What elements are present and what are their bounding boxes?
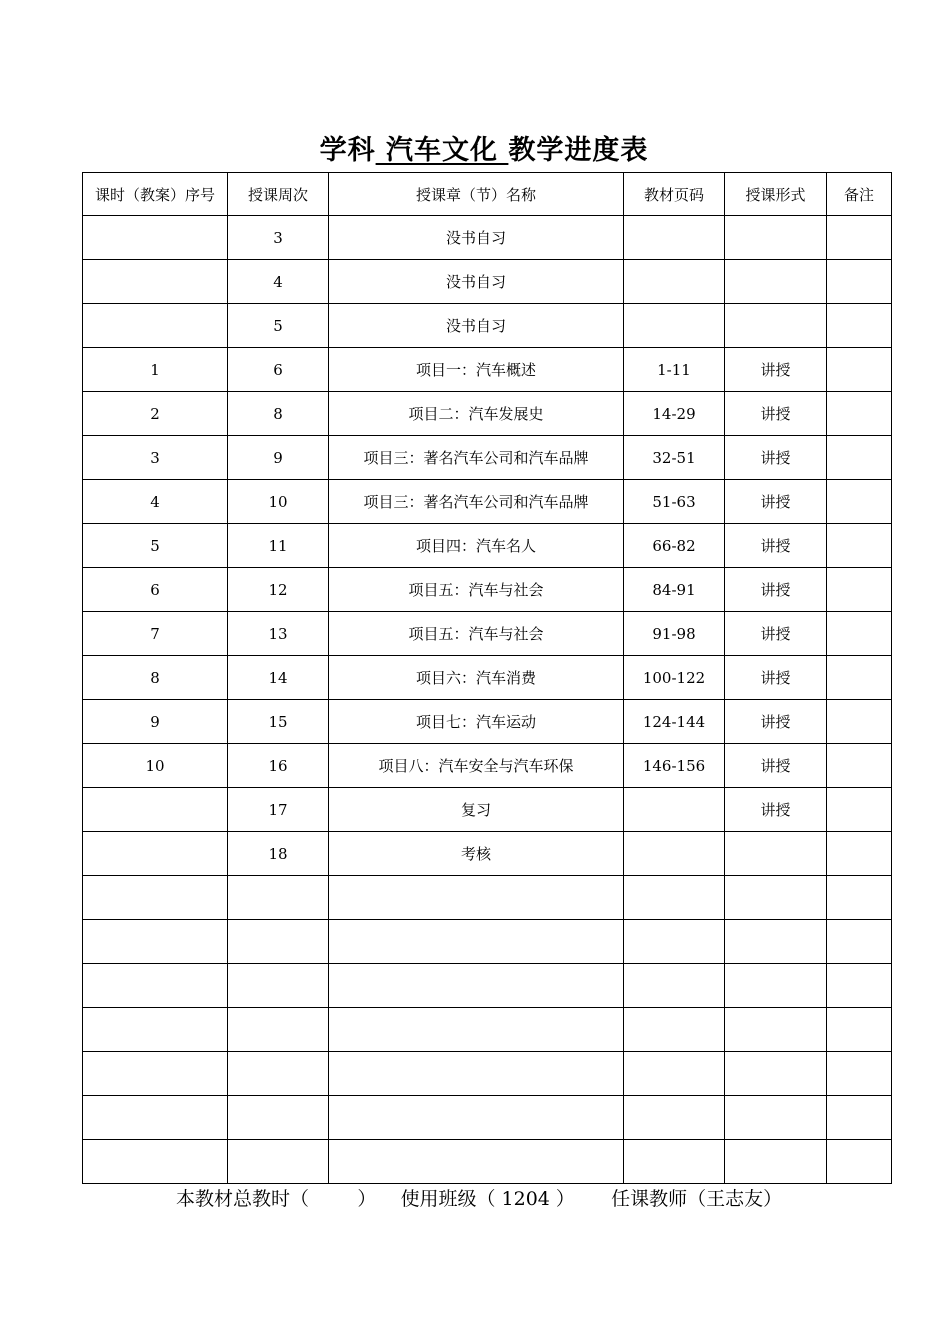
cell-teaching-format: 讲授 xyxy=(725,700,827,744)
cell-chapter-name xyxy=(329,1096,624,1140)
cell-week: 11 xyxy=(228,524,329,568)
cell-lesson-number: 4 xyxy=(83,480,228,524)
cell-lesson-number xyxy=(83,832,228,876)
cell-remarks xyxy=(827,1140,892,1184)
footer-summary: 本教材总教时（ ） 使用班级（ 1204 ） 任课教师（王志友） xyxy=(176,1188,783,1210)
cell-chapter-name: 项目七：汽车运动 xyxy=(329,700,624,744)
cell-remarks xyxy=(827,480,892,524)
cell-textbook-pages xyxy=(624,920,725,964)
cell-week: 15 xyxy=(228,700,329,744)
table-row xyxy=(83,392,892,436)
cell-chapter-name: 项目三：著名汽车公司和汽车品牌 xyxy=(329,436,624,480)
table-row xyxy=(83,1008,892,1052)
cell-chapter-name xyxy=(329,876,624,920)
cell-lesson-number: 1 xyxy=(83,348,228,392)
cell-chapter-name: 项目五：汽车与社会 xyxy=(329,568,624,612)
cell-remarks xyxy=(827,568,892,612)
cell-lesson-number: 10 xyxy=(83,744,228,788)
cell-chapter-name xyxy=(329,1008,624,1052)
cell-textbook-pages: 14-29 xyxy=(624,392,725,436)
cell-lesson-number: 2 xyxy=(83,392,228,436)
header-remarks: 备注 xyxy=(827,173,892,216)
cell-teaching-format xyxy=(725,1096,827,1140)
cell-remarks xyxy=(827,744,892,788)
cell-teaching-format xyxy=(725,216,827,260)
cell-week xyxy=(228,1096,329,1140)
cell-teaching-format xyxy=(725,832,827,876)
cell-chapter-name xyxy=(329,1052,624,1096)
cell-lesson-number xyxy=(83,260,228,304)
cell-teaching-format: 讲授 xyxy=(725,656,827,700)
table-row xyxy=(83,832,892,876)
cell-remarks xyxy=(827,436,892,480)
cell-week: 8 xyxy=(228,392,329,436)
cell-remarks xyxy=(827,260,892,304)
header-lesson-number: 课时（教案）序号 xyxy=(83,173,228,216)
cell-week xyxy=(228,1140,329,1184)
cell-textbook-pages: 91-98 xyxy=(624,612,725,656)
cell-textbook-pages xyxy=(624,1096,725,1140)
title-subject: 汽车文化 xyxy=(375,135,509,166)
cell-lesson-number xyxy=(83,1008,228,1052)
cell-chapter-name: 项目八：汽车安全与汽车环保 xyxy=(329,744,624,788)
cell-week: 3 xyxy=(228,216,329,260)
cell-textbook-pages: 146-156 xyxy=(624,744,725,788)
cell-chapter-name xyxy=(329,1140,624,1184)
cell-lesson-number xyxy=(83,1052,228,1096)
cell-lesson-number: 3 xyxy=(83,436,228,480)
schedule-table xyxy=(82,172,892,1184)
cell-textbook-pages xyxy=(624,304,725,348)
cell-remarks xyxy=(827,832,892,876)
table-row xyxy=(83,876,892,920)
cell-lesson-number xyxy=(83,876,228,920)
cell-chapter-name: 项目三：著名汽车公司和汽车品牌 xyxy=(329,480,624,524)
cell-chapter-name: 项目二：汽车发展史 xyxy=(329,392,624,436)
cell-chapter-name: 没书自习 xyxy=(329,216,624,260)
cell-teaching-format xyxy=(725,1052,827,1096)
cell-lesson-number: 6 xyxy=(83,568,228,612)
cell-lesson-number xyxy=(83,1096,228,1140)
cell-textbook-pages xyxy=(624,1008,725,1052)
cell-week: 12 xyxy=(228,568,329,612)
cell-chapter-name: 项目一：汽车概述 xyxy=(329,348,624,392)
cell-week: 4 xyxy=(228,260,329,304)
table-row xyxy=(83,260,892,304)
cell-remarks xyxy=(827,1008,892,1052)
cell-textbook-pages xyxy=(624,1140,725,1184)
cell-week xyxy=(228,1008,329,1052)
title-prefix: 学科 xyxy=(319,135,376,166)
table-row xyxy=(83,524,892,568)
cell-teaching-format xyxy=(725,1008,827,1052)
cell-lesson-number: 8 xyxy=(83,656,228,700)
cell-remarks xyxy=(827,876,892,920)
cell-week: 18 xyxy=(228,832,329,876)
cell-teaching-format xyxy=(725,920,827,964)
table-row xyxy=(83,612,892,656)
cell-remarks xyxy=(827,788,892,832)
cell-teaching-format xyxy=(725,260,827,304)
table-row xyxy=(83,700,892,744)
cell-remarks xyxy=(827,392,892,436)
cell-week: 6 xyxy=(228,348,329,392)
cell-chapter-name: 没书自习 xyxy=(329,304,624,348)
cell-remarks xyxy=(827,964,892,1008)
cell-week: 5 xyxy=(228,304,329,348)
cell-remarks xyxy=(827,216,892,260)
cell-week xyxy=(228,876,329,920)
cell-lesson-number: 7 xyxy=(83,612,228,656)
table-row xyxy=(83,216,892,260)
cell-textbook-pages: 84-91 xyxy=(624,568,725,612)
table-row xyxy=(83,436,892,480)
cell-teaching-format: 讲授 xyxy=(725,480,827,524)
cell-teaching-format: 讲授 xyxy=(725,348,827,392)
cell-lesson-number xyxy=(83,920,228,964)
cell-chapter-name: 没书自习 xyxy=(329,260,624,304)
cell-week: 14 xyxy=(228,656,329,700)
cell-week: 10 xyxy=(228,480,329,524)
cell-lesson-number xyxy=(83,1140,228,1184)
cell-remarks xyxy=(827,524,892,568)
table-row xyxy=(83,1096,892,1140)
cell-remarks xyxy=(827,920,892,964)
table-row xyxy=(83,920,892,964)
cell-textbook-pages xyxy=(624,832,725,876)
cell-teaching-format: 讲授 xyxy=(725,568,827,612)
cell-chapter-name: 项目六：汽车消费 xyxy=(329,656,624,700)
cell-textbook-pages: 124-144 xyxy=(624,700,725,744)
table-row xyxy=(83,480,892,524)
cell-textbook-pages xyxy=(624,876,725,920)
cell-textbook-pages: 100-122 xyxy=(624,656,725,700)
cell-lesson-number xyxy=(83,304,228,348)
header-chapter-name: 授课章（节）名称 xyxy=(329,173,624,216)
cell-week: 13 xyxy=(228,612,329,656)
table-row xyxy=(83,656,892,700)
cell-teaching-format xyxy=(725,304,827,348)
cell-teaching-format: 讲授 xyxy=(725,612,827,656)
cell-textbook-pages xyxy=(624,964,725,1008)
cell-week xyxy=(228,920,329,964)
cell-remarks xyxy=(827,700,892,744)
cell-week: 17 xyxy=(228,788,329,832)
cell-teaching-format: 讲授 xyxy=(725,436,827,480)
table-header-row xyxy=(83,173,892,216)
header-week: 授课周次 xyxy=(228,173,329,216)
cell-chapter-name: 复习 xyxy=(329,788,624,832)
cell-week: 16 xyxy=(228,744,329,788)
cell-remarks xyxy=(827,612,892,656)
cell-lesson-number xyxy=(83,964,228,1008)
cell-textbook-pages xyxy=(624,216,725,260)
cell-remarks xyxy=(827,348,892,392)
cell-textbook-pages xyxy=(624,788,725,832)
cell-teaching-format xyxy=(725,964,827,1008)
cell-textbook-pages: 1-11 xyxy=(624,348,725,392)
cell-teaching-format: 讲授 xyxy=(725,524,827,568)
table-row xyxy=(83,568,892,612)
cell-textbook-pages: 66-82 xyxy=(624,524,725,568)
table-row xyxy=(83,964,892,1008)
cell-textbook-pages xyxy=(624,1052,725,1096)
cell-textbook-pages xyxy=(624,260,725,304)
cell-teaching-format xyxy=(725,1140,827,1184)
cell-teaching-format: 讲授 xyxy=(725,788,827,832)
header-textbook-pages: 教材页码 xyxy=(624,173,725,216)
table-row xyxy=(83,1052,892,1096)
cell-remarks xyxy=(827,1052,892,1096)
title-suffix: 教学进度表 xyxy=(508,135,649,166)
cell-lesson-number: 9 xyxy=(83,700,228,744)
cell-chapter-name xyxy=(329,920,624,964)
cell-teaching-format: 讲授 xyxy=(725,392,827,436)
table-row xyxy=(83,1140,892,1184)
cell-chapter-name: 项目五：汽车与社会 xyxy=(329,612,624,656)
table-row xyxy=(83,348,892,392)
cell-lesson-number xyxy=(83,216,228,260)
cell-teaching-format: 讲授 xyxy=(725,744,827,788)
table-row xyxy=(83,304,892,348)
cell-week xyxy=(228,1052,329,1096)
table-row xyxy=(83,744,892,788)
cell-lesson-number: 5 xyxy=(83,524,228,568)
cell-week: 9 xyxy=(228,436,329,480)
cell-textbook-pages: 32-51 xyxy=(624,436,725,480)
table-row xyxy=(83,788,892,832)
cell-teaching-format xyxy=(725,876,827,920)
cell-remarks xyxy=(827,304,892,348)
cell-chapter-name: 项目四：汽车名人 xyxy=(329,524,624,568)
cell-chapter-name xyxy=(329,964,624,1008)
cell-lesson-number xyxy=(83,788,228,832)
cell-remarks xyxy=(827,1096,892,1140)
cell-textbook-pages: 51-63 xyxy=(624,480,725,524)
header-teaching-format: 授课形式 xyxy=(725,173,827,216)
cell-remarks xyxy=(827,656,892,700)
cell-week xyxy=(228,964,329,1008)
page-title xyxy=(0,128,950,167)
cell-chapter-name: 考核 xyxy=(329,832,624,876)
